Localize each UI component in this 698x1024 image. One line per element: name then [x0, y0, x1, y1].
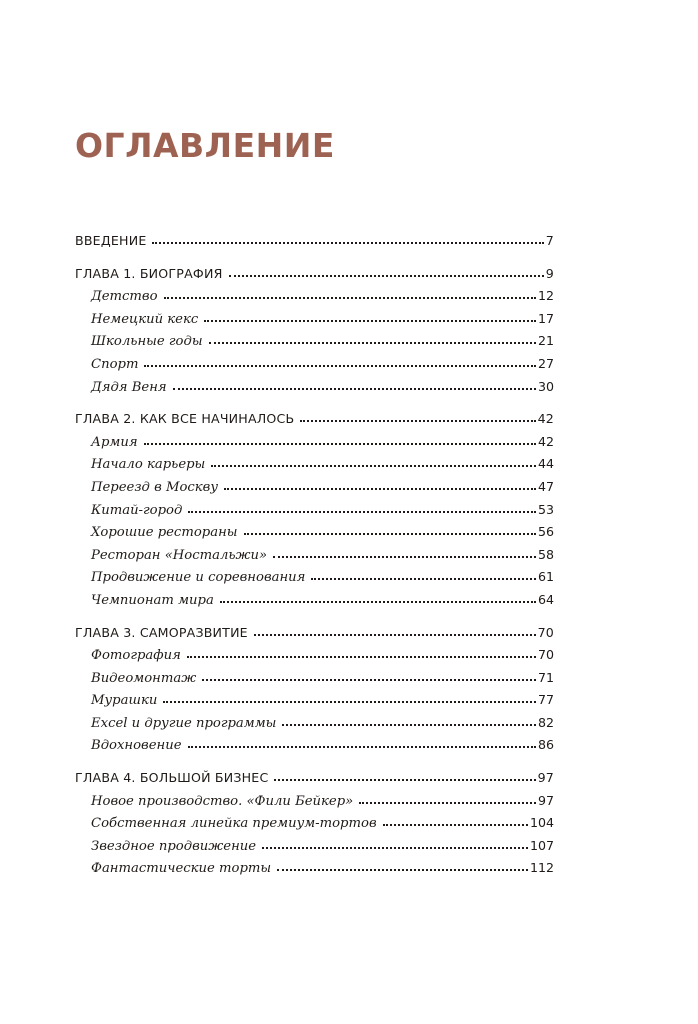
- toc-subsection-entry-title: Начало карьеры: [91, 457, 206, 473]
- page-number: 61: [537, 569, 554, 585]
- page-number: 7: [545, 233, 554, 248]
- dot-leader: [311, 574, 536, 580]
- dot-leader: [224, 484, 536, 490]
- toc-chapter-entry-title: ГЛАВА 2. КАК ВСЕ НАЧИНАЛОСЬ: [75, 411, 295, 427]
- dot-leader: [359, 798, 536, 804]
- toc-subsection-entry-title: Видеомонтаж: [91, 670, 197, 686]
- page-number: 70: [537, 647, 554, 663]
- dot-leader: [188, 742, 536, 748]
- dot-leader: [244, 529, 536, 535]
- toc-subsection-entry-title: Ресторан «Ностальжи»: [91, 547, 268, 563]
- toc-subsection-entry: [75, 566, 554, 589]
- dot-leader: [209, 338, 536, 344]
- page-number: 27: [537, 355, 554, 371]
- dot-leader: [144, 361, 535, 367]
- toc-subsection-entry-title: Вдохновение: [91, 738, 182, 754]
- toc-subsection-entry-title: Армия: [91, 434, 138, 450]
- dot-leader: [300, 416, 535, 422]
- page-number: 17: [537, 310, 554, 326]
- toc-subsection-entry-title: Мурашки: [91, 693, 158, 709]
- page-number: 64: [537, 591, 554, 607]
- dot-leader: [202, 675, 536, 681]
- page-number: 104: [529, 815, 554, 831]
- toc-subsection-entry-title: Спорт: [91, 356, 139, 372]
- page-number: 58: [537, 546, 554, 562]
- toc-subsection-entry-title: Excel и другие программы: [91, 715, 277, 731]
- toc-subsection-entry: [75, 812, 554, 835]
- toc-chapter-entry-title: ГЛАВА 4. БОЛЬШОЙ БИЗНЕС: [75, 770, 269, 786]
- toc-subsection-entry-title: Школьные годы: [91, 334, 203, 350]
- page-number: 30: [537, 378, 554, 394]
- dot-leader: [188, 507, 536, 513]
- toc-subsection-entry: [75, 644, 554, 667]
- page-number: 86: [537, 737, 554, 753]
- toc-subsection-entry: [75, 589, 554, 612]
- toc-chapter-entry-title: ВВЕДЕНИЕ: [75, 233, 147, 248]
- page-number: 9: [545, 265, 554, 281]
- dot-leader: [173, 384, 536, 390]
- toc-section: [75, 622, 554, 758]
- toc-subsection-entry: [75, 521, 554, 544]
- dot-leader: [187, 652, 536, 658]
- toc-chapter-entry: [75, 230, 554, 253]
- toc-section: [75, 263, 554, 399]
- toc-subsection-entry: [75, 667, 554, 690]
- dot-leader: [152, 238, 543, 244]
- toc-section: [75, 230, 554, 253]
- toc-chapter-entry-title: ГЛАВА 1. БИОГРАФИЯ: [75, 265, 223, 281]
- toc-subsection-entry-title: Дядя Веня: [91, 379, 167, 395]
- toc-subsection-entry: [75, 376, 554, 399]
- dot-leader: [282, 720, 536, 726]
- page-title: ОГЛАВЛЕНИЕ: [75, 126, 335, 165]
- page-number: 44: [537, 456, 554, 472]
- dot-leader: [204, 316, 536, 322]
- toc-subsection-entry-title: Звездное продвижение: [91, 838, 257, 854]
- toc-subsection-entry-title: Фантастические торты: [91, 861, 272, 877]
- page-number: 12: [537, 288, 554, 304]
- page-number: 42: [537, 411, 554, 427]
- page-number: 47: [537, 478, 554, 494]
- dot-leader: [383, 820, 528, 826]
- toc-subsection-entry-title: Переезд в Москву: [91, 479, 218, 495]
- dot-leader: [211, 461, 536, 467]
- page-number: 97: [537, 792, 554, 808]
- page-number: 53: [537, 501, 554, 517]
- toc-subsection-entry: [75, 431, 554, 454]
- toc-subsection-entry-title: Хорошие рестораны: [91, 525, 238, 541]
- toc-subsection-entry: [75, 499, 554, 522]
- toc-subsection-entry: [75, 734, 554, 757]
- dot-leader: [144, 439, 536, 445]
- dot-leader: [273, 552, 536, 558]
- dot-leader: [220, 597, 536, 603]
- toc-subsection-entry-title: Чемпионат мира: [91, 592, 214, 608]
- toc-section: [75, 767, 554, 880]
- page-number: 21: [537, 333, 554, 349]
- dot-leader: [277, 865, 528, 871]
- page-number: 71: [537, 669, 554, 685]
- dot-leader: [164, 293, 536, 299]
- toc-chapter-entry: [75, 767, 554, 790]
- toc-subsection-entry: [75, 857, 554, 880]
- toc-subsection-entry-title: Немецкий кекс: [91, 311, 199, 327]
- toc-subsection-entry: [75, 835, 554, 858]
- page-number: 56: [537, 524, 554, 540]
- page-number: 112: [529, 860, 554, 876]
- toc-subsection-entry-title: Собственная линейка премиум-тортов: [91, 816, 377, 832]
- page-number: 82: [537, 714, 554, 730]
- toc-subsection-entry: [75, 544, 554, 567]
- toc-subsection-entry-title: Детство: [91, 289, 158, 305]
- toc-subsection-entry: [75, 689, 554, 712]
- page-number: 70: [537, 624, 554, 640]
- toc-subsection-entry-title: Новое производство. «Фили Бейкер»: [91, 793, 354, 809]
- toc-subsection-entry: [75, 476, 554, 499]
- dot-leader: [229, 271, 544, 277]
- dot-leader: [163, 697, 536, 703]
- toc-chapter-entry: [75, 408, 554, 431]
- table-of-contents: [75, 230, 554, 890]
- toc-subsection-entry: [75, 308, 554, 331]
- toc-subsection-entry-title: Фотография: [91, 648, 181, 664]
- dot-leader: [274, 775, 535, 781]
- toc-subsection-entry: [75, 330, 554, 353]
- page-number: 107: [529, 837, 554, 853]
- toc-subsection-entry: [75, 712, 554, 735]
- toc-chapter-entry-title: ГЛАВА 3. САМОРАЗВИТИЕ: [75, 624, 248, 640]
- dot-leader: [262, 843, 528, 849]
- page-number: 42: [537, 433, 554, 449]
- toc-subsection-entry: [75, 285, 554, 308]
- page-number: 77: [537, 692, 554, 708]
- page-number: 97: [537, 770, 554, 786]
- toc-subsection-entry: [75, 353, 554, 376]
- toc-subsection-entry-title: Китай-город: [91, 502, 183, 518]
- toc-chapter-entry: [75, 622, 554, 645]
- toc-section: [75, 408, 554, 611]
- toc-chapter-entry: [75, 263, 554, 286]
- toc-subsection-entry-title: Продвижение и соревнования: [91, 570, 306, 586]
- dot-leader: [254, 630, 536, 636]
- toc-subsection-entry: [75, 790, 554, 813]
- toc-subsection-entry: [75, 453, 554, 476]
